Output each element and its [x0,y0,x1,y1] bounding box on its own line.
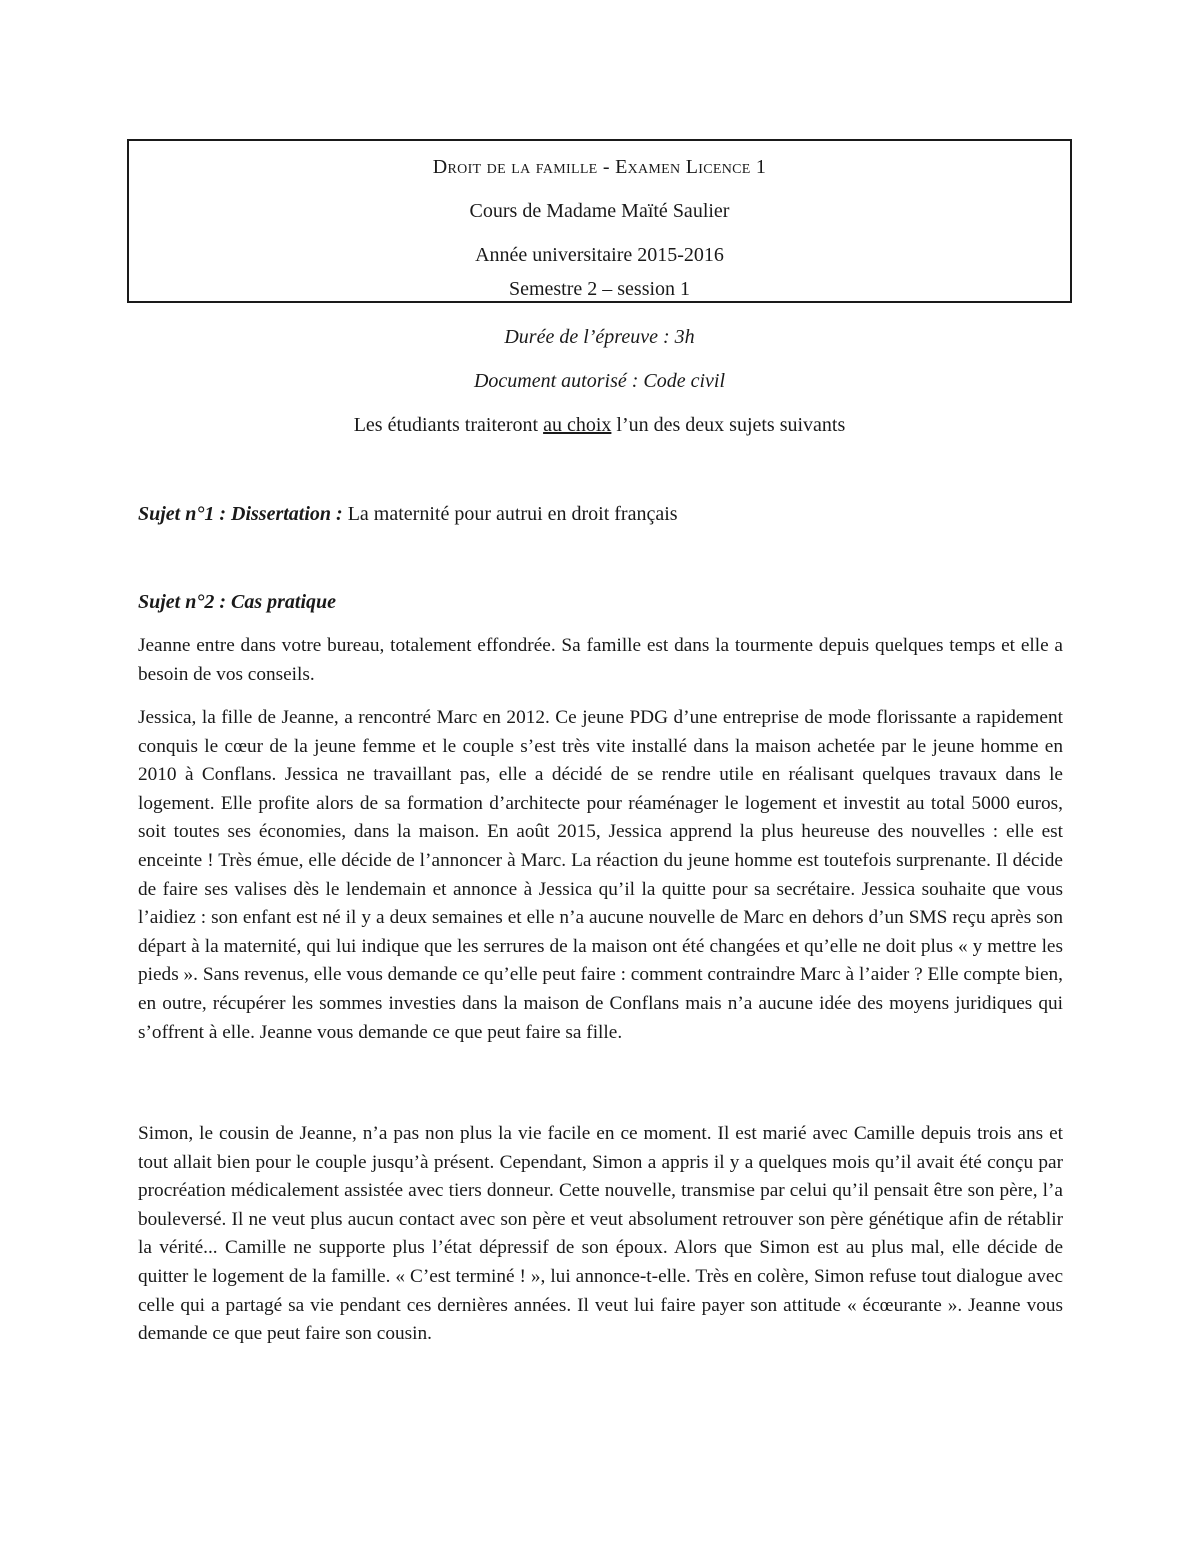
subject-1 [138,502,1068,526]
semester-session: Semestre 2 – session 1 [508,278,691,300]
choice-text-after: l’un des deux sujets suivants [611,414,846,436]
subject-2-label: Sujet n°2 : Cas pratique [138,591,337,613]
subject-1-label: Sujet n°1 : Dissertation : [138,503,343,525]
course-name: Cours de Madame Maïté Saulier [469,200,730,222]
subject-choice-instruction [127,413,1072,437]
case-paragraph-simon: Simon, le cousin de Jeanne, n’a pas non plus la vie facile en ce moment. Il est marié avec Camille depuis trois ans et tout allait bien pour le couple jusqu’à présent. Cependant, Simon a appris il y a quelques mois qu’il avait été conçu par procréation médicalement assistée avec tiers donneur. Cette nouvelle, transmise par celui qu’il pensait être son père, l’a bouleversé. Il ne veut plus aucun contact avec son père et veut absolument retrouver son père génétique afin de rétablir la vérité... Camille ne supporte plus l’état dépressif de son époux. Alors que Simon est au plus mal, elle décide de quitter le logement de la famille. « C’est terminé ! », lui annonce-t-elle. Très en colère, Simon refuse tout dialogue avec celle qui a partagé sa vie pendant ces dernières années. Il veut lui faire payer son attitude « écœurante ». Jeanne vous demande ce que peut faire son cousin. [138,1123,1063,1345]
subject-2 [138,590,1068,614]
case-paragraph-jessica: Jessica, la fille de Jeanne, a rencontré Marc en 2012. Ce jeune PDG d’une entreprise de mode florissante a rapidement conquis le cœur de la jeune femme et le couple s’est très vite installé dans la maison achetée par le jeune homme en 2010 à Conflans. Jessica ne travaillant pas, elle a décidé de se rendre utile en réalisant quelques travaux dans le logement. Elle profite alors de sa formation d’architecte pour réaménager le logement et investit au total 5000 euros, soit toutes ses économies, dans la maison. En août 2015, Jessica apprend la plus heureuse des nouvelles : elle est enceinte ! Très émue, elle décide de l’annoncer à Marc. La réaction du jeune homme est toutefois surprenante. Il décide de faire ses valises dès le lendemain et annonce à Jessica qu’il la quitte pour sa secrétaire. Jessica souhaite que vous l’aidiez : son enfant est né il y a deux semaines et elle n’a aucune nouvelle de Marc en dehors d’un SMS reçu après son départ à la maternité, qui lui indique que les serrures de la maison ont été changées et qu’elle ne doit plus « y mettre les pieds ». Sans revenus, elle vous demande ce qu’elle peut faire : comment contraindre Marc à l’aider ? Elle compte bien, en outre, récupérer les sommes investies dans la maison de Conflans mais n’a aucune idée des moyens juridiques qui s’offrent à elle. Jeanne vous demande ce que peut faire sa fille. [138,707,1063,1043]
choice-text-before: Les étudiants traiteront [353,414,544,436]
subject-1-text: La maternité pour autrui en droit français [342,503,678,525]
exam-title: Droit de la famille - Examen Licence 1 [432,156,767,178]
exam-header-box [127,139,1072,303]
authorized-document: Document autorisé : Code civil [473,370,726,392]
case-paragraph-intro: Jeanne entre dans votre bureau, totalement effondrée. Sa famille est dans la tourmente depuis quelques temps et elle a besoin de vos conseils. [138,635,1063,685]
exam-duration: Durée de l’épreuve : 3h [504,326,695,348]
academic-year: Année universitaire 2015-2016 [475,244,724,266]
choice-text-underlined: au choix [543,414,612,436]
